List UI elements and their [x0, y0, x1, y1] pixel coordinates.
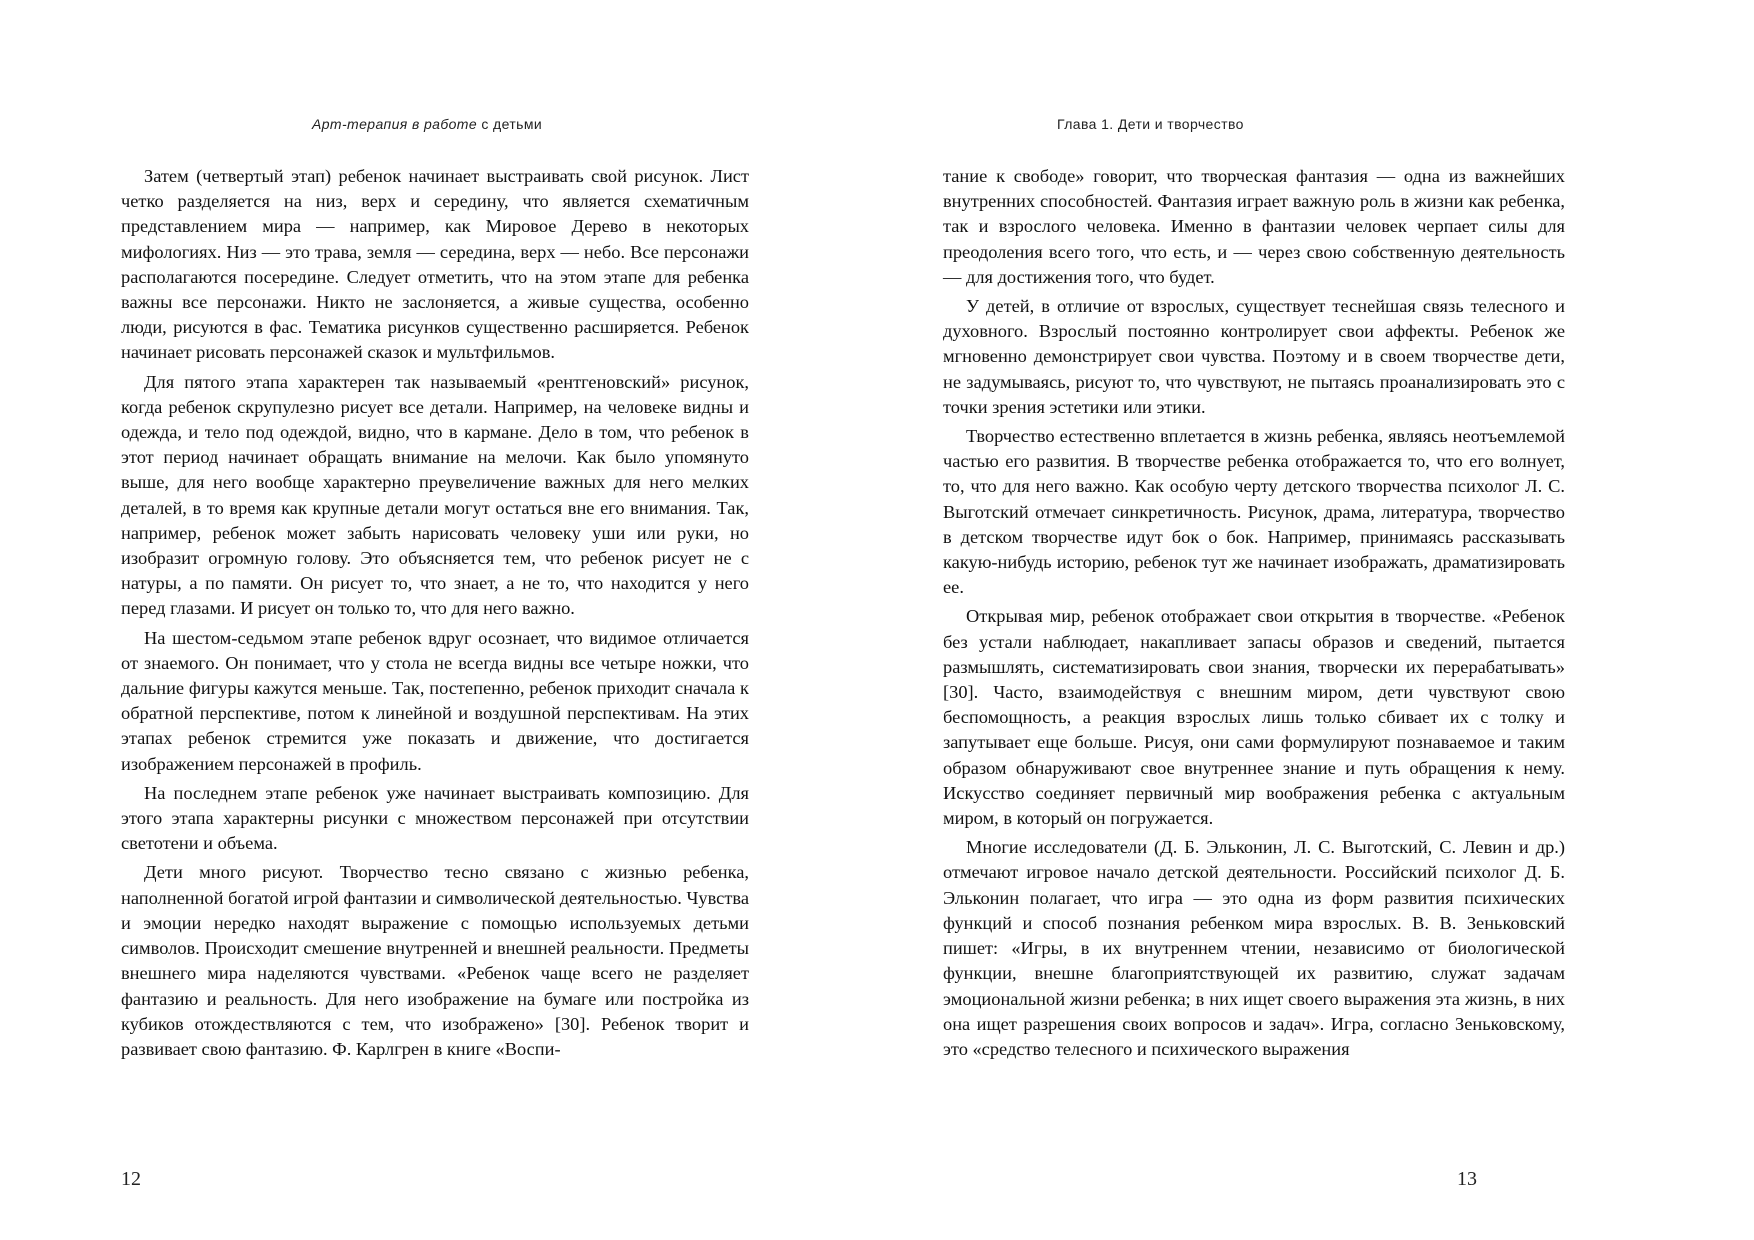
- paragraph: Для пятого этапа характерен так называемый «рентгеновский» рисунок, когда ребенок скрупулезно рисует все детали. Например, на человеке видны и одежда, и тело под одеждой, видно, что в кармане. Дело в том, что ребенок в этот период начинает обращать внимание на мелочи. Как было упомянуто выше, для него вообще характерно преувеличение важных для него мелких деталей, в то время как крупные детали могут остаться вне его внимания. Так, например, ребенок может забыть нарисовать человеку уши или руки, но изобразит огромную голову. Это объясняется тем, что ребенок рисует не с натуры, а по памяти. Он рисует то, что знает, а не то, что находится у него перед глазами. И рисует он только то, что для него важно.: [121, 371, 749, 619]
- paragraph: Творчество естественно вплетается в жизнь ребенка, являясь неотъемлемой частью его развития. В творчестве ребенка отображается то, что его волнует, то, что для него важно. Как особую черту детского творчества психолог Л. С. Выготский отмечает синкретичность. Рисунок, драма, литература, творчество в детском творчестве идут бок о бок. Например, принимаясь рассказывать какую-нибудь историю, ребенок тут же начинает изображать, драматизировать ее.: [943, 426, 1565, 598]
- paragraph: тание к свободе» говорит, что творческая фантазия — одна из важнейших внутренних способностей. Фантазия играет важную роль в жизни как ребенка, так и взрослого человека. Именно в фантазии человек черпает силы для преодоления всего того, что есть, и — через свою собственную деятельность — для достижения того, что будет.: [943, 166, 1565, 287]
- paragraph: На шестом-седьмом этапе ребенок вдруг осознает, что видимое отличается от знаемого. Он понимает, что у стола не всегда видны все четыре ножки, что дальние фигуры кажутся меньше. Так, постепенно, ребенок приходит сначала к обратной перспективе, потом к линейной и воздушной перспективам. На этих этапах ребенок стремится уже показать и движение, что достигается изображением персонажей в профиль.: [121, 627, 749, 774]
- running-head-right: Глава 1. Дети и творчество: [1057, 116, 1244, 132]
- paragraph: Многие исследователи (Д. Б. Эльконин, Л. С. Выготский, С. Левин и др.) отмечают игровое начало детской деятельности. Российский психолог Д. Б. Эльконин полагает, что игра — это одна из форм развития психических функций и способ познания ребенком мира взрослых. В. В. Зеньковский пишет: «Игры, в их внутреннем чтении, независимо от биологической функции, внешне благоприятствующей их развитию, служат задачам эмоциональной жизни ребенка; в них ищет своего выражения эта жизнь, в них она ищет разрешения своих вопросов и задач». Игра, согласно Зеньковскому, это «средство телесного и психического выражения: [943, 837, 1565, 1059]
- paragraph: Дети много рисуют. Творчество тесно связано с жизнью ребенка, наполненной богатой игрой фантазии и символической деятельностью. Чувства и эмоции нередко находят выражение с помощью используемых детьми символов. Происходит смешение внутренней и внешней реальности. Предметы внешнего мира наделяются чувствами. «Ребенок чаще всего не разделяет фантазию и реальность. Для него изображение на бумаге или постройка из кубиков отождествляются с тем, что изображено» [30]. Ребенок творит и развивает свою фантазию. Ф. Карлгрен в книге «Воспи-: [121, 862, 749, 1059]
- page-number-left: 12: [121, 1168, 141, 1190]
- paragraph: У детей, в отличие от взрослых, существует теснейшая связь телесного и духовного. Взрослый постоянно контролирует свои аффекты. Ребенок же мгновенно демонстрирует свои чувства. Поэтому и в своем творчестве дети, не задумываясь, рисуют то, что чувствуют, не пытаясь проанализировать это с точки зрения эстетики или этики.: [943, 296, 1565, 417]
- paragraph: Затем (четвертый этап) ребенок начинает выстраивать свой рисунок. Лист четко разделяется на низ, верх и середину, что является схематичным представлением мира — например, как Мировое Дерево в некоторых мифологиях. Низ — это трава, земля — середина, верх — небо. Все персонажи располагаются посередине. Следует отметить, что на этом этапе для ребенка важны все персонажи. Никто не заслоняется, а живые существа, особенно люди, рисуются в фас. Тематика рисунков существенно расширяется. Ребенок начинает рисовать персонажей сказок и мультфильмов.: [121, 166, 749, 363]
- right-page: [877, 0, 1754, 1240]
- paragraph: Открывая мир, ребенок отображает свои открытия в творчестве. «Ребенок без устали наблюдает, накапливает запасы образов и сведений, пытается размышлять, систематизировать свои знания, творчески их перерабатывать» [30]. Часто, взаимодействуя с внешним миром, дети чувствуют свою беспомощность, а реакция взрослых лишь только сбивает их с толку и запутывает еще больше. Рисуя, они сами формулируют познаваемое и таким образом обнаруживают свое внутреннее знание и путь обращения к нему. Искусство соединяет первичный мир воображения ребенка с актуальным миром, в который он погружается.: [943, 606, 1565, 829]
- page-number-right: 13: [1457, 1168, 1477, 1190]
- paragraph: На последнем этапе ребенок уже начинает выстраивать композицию. Для этого этапа характерны рисунки с множеством персонажей при отсутствии светотени и объема.: [121, 782, 749, 854]
- left-text-block: [121, 164, 749, 1066]
- running-head-left-subtitle: с детьми: [481, 116, 543, 132]
- running-head-left: [312, 116, 542, 132]
- running-head-left-title: Арт-терапия в работе: [312, 116, 478, 132]
- right-text-block: [943, 164, 1565, 1066]
